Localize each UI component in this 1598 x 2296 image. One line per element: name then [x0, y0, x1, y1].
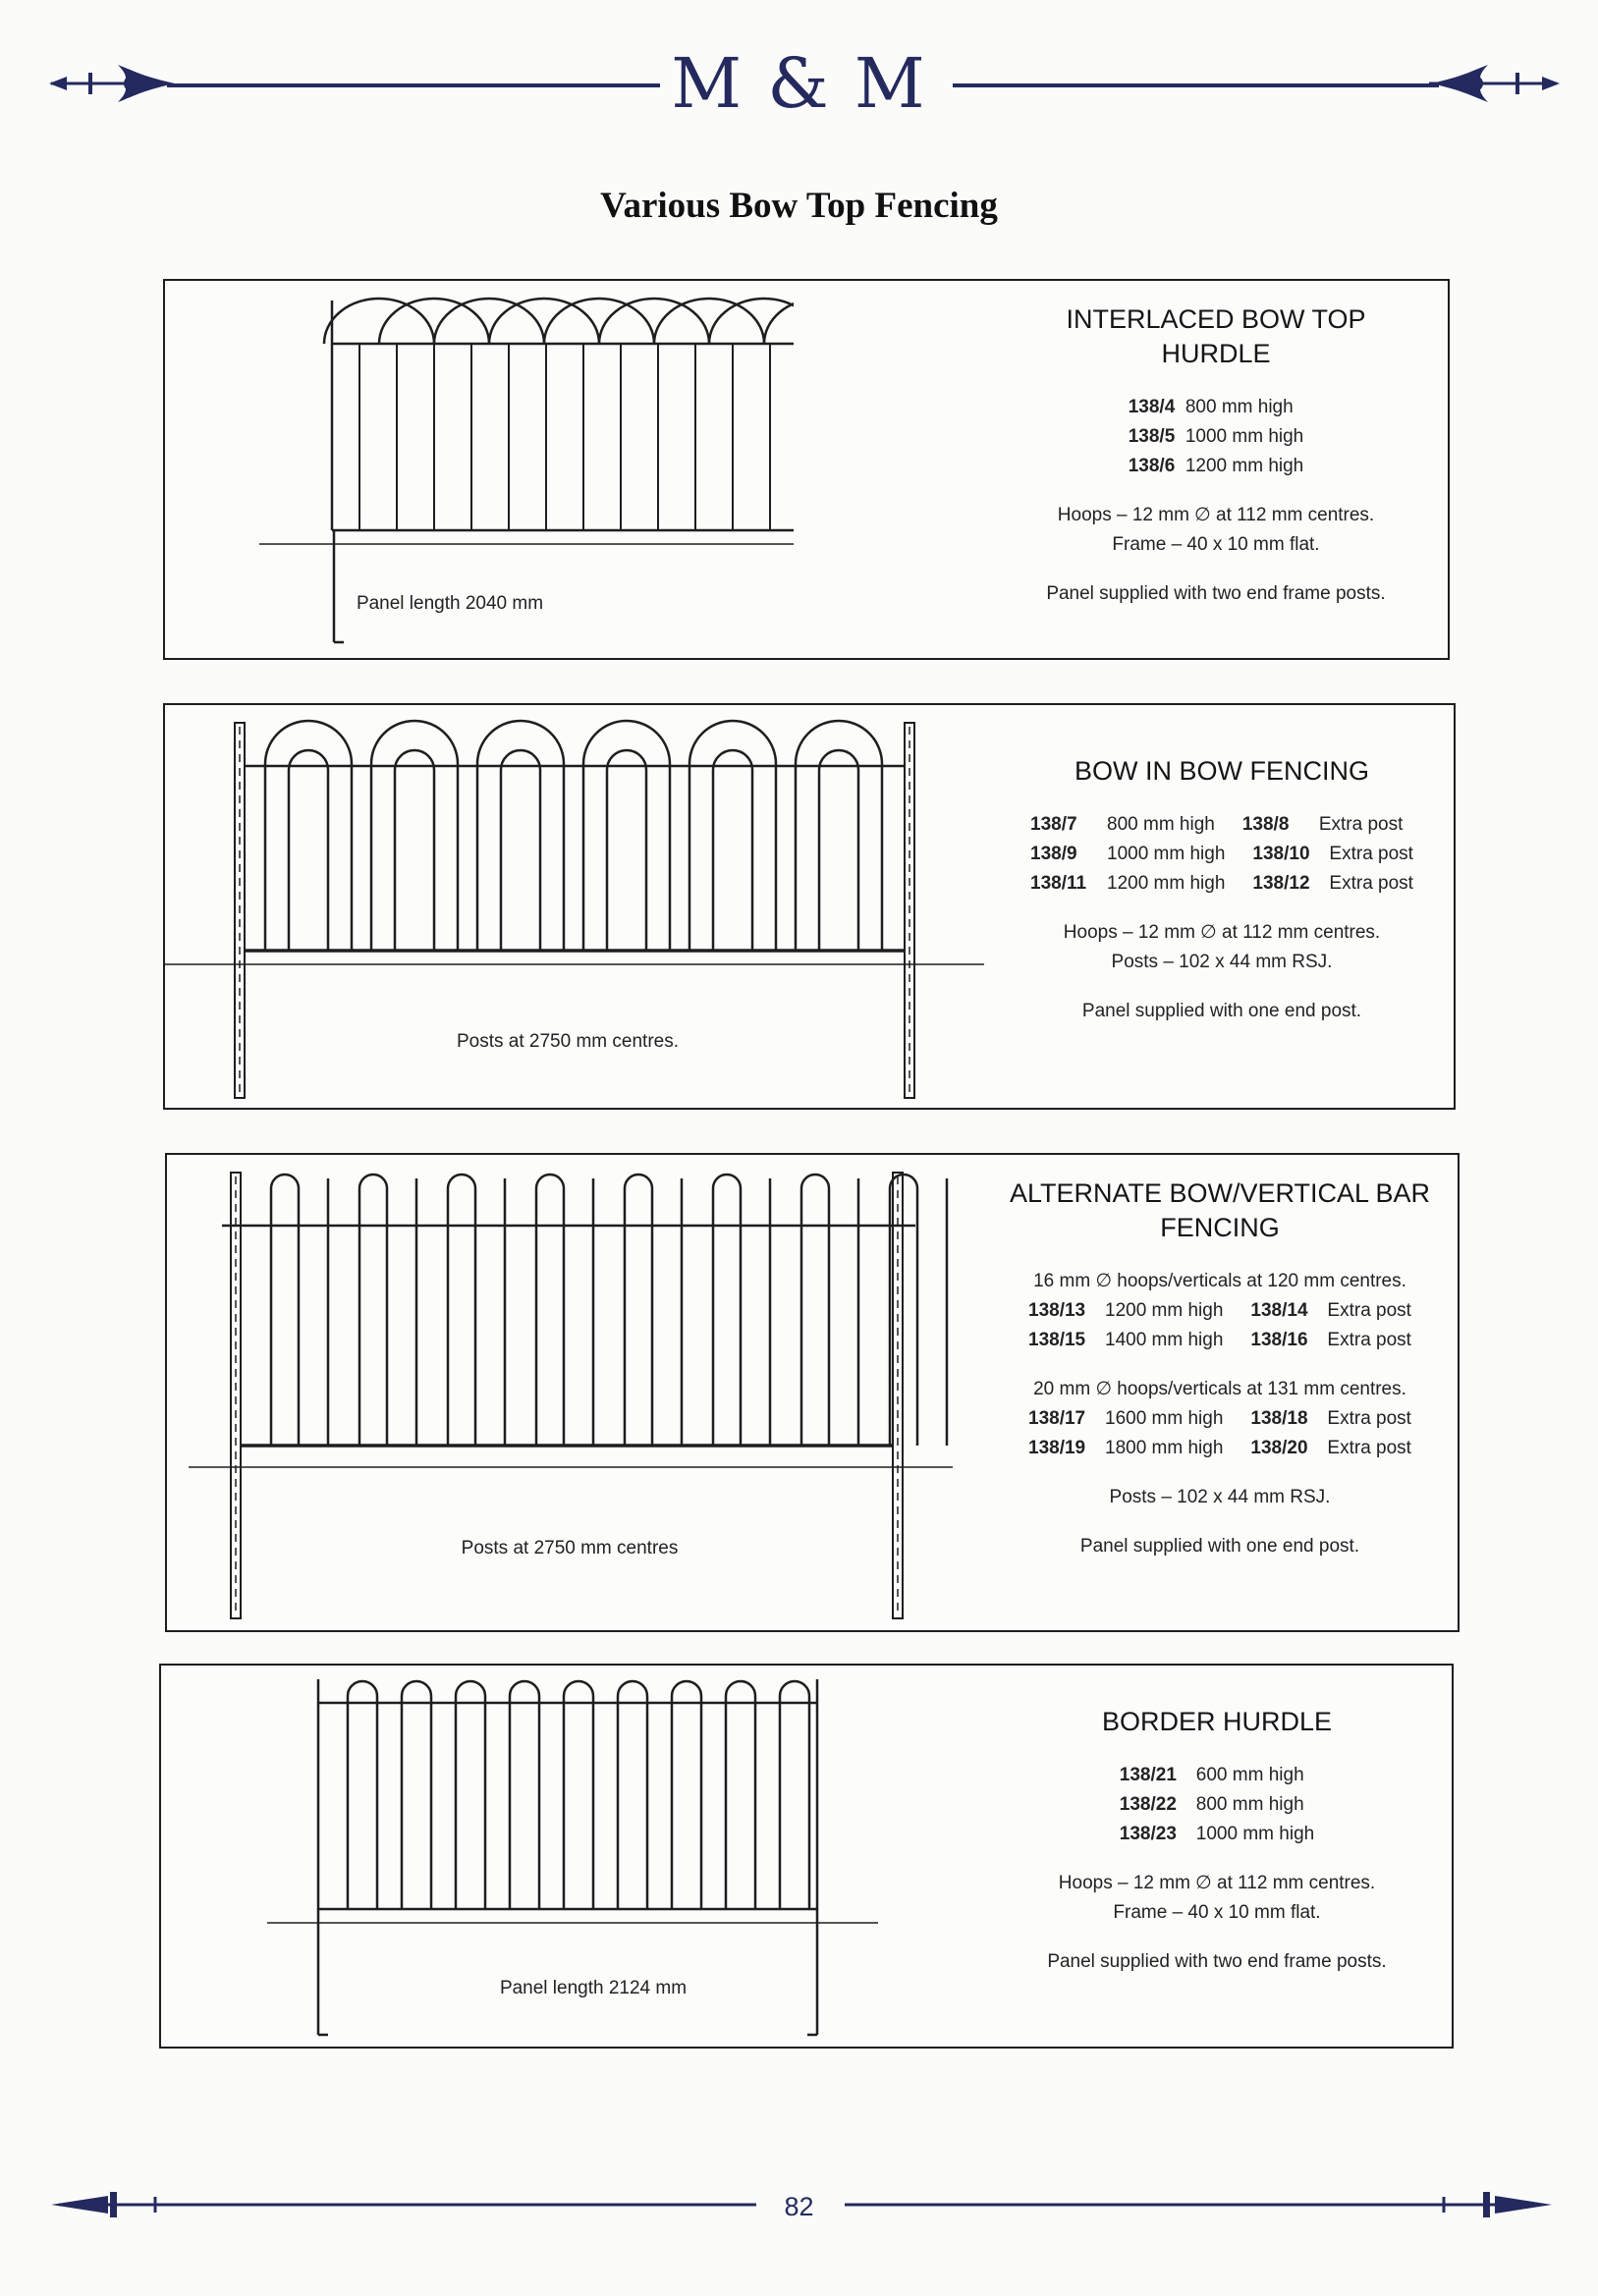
product-info — [1010, 302, 1422, 609]
product-height: 1200 mm high — [1105, 1300, 1224, 1321]
inner-bow — [289, 750, 328, 951]
bow-hoop — [348, 1681, 377, 1909]
bow-hoop — [510, 1681, 539, 1909]
product-codes — [1028, 1296, 1411, 1355]
code-row — [1129, 422, 1304, 452]
bow-hoop — [448, 1175, 475, 1446]
spec-group-1: 16 mm ∅ hoops/verticals at 120 mm centres. — [1033, 1271, 1406, 1291]
product-title: BORDER HURDLE — [1101, 1707, 1333, 1736]
product-code: 138/23 — [1119, 1824, 1177, 1844]
code-row — [1030, 840, 1413, 869]
inner-bow — [819, 750, 858, 951]
spec-hoops: Hoops – 12 mm ∅ at 112 mm centres. — [1057, 505, 1375, 525]
product-height: 600 mm high — [1195, 1765, 1304, 1785]
panel-caption: Panel length 2124 mm — [499, 1978, 688, 1998]
product-height: 1000 mm high — [1107, 844, 1226, 864]
post-code: 138/18 — [1250, 1408, 1308, 1429]
code-row — [1030, 810, 1413, 840]
code-row — [1028, 1296, 1411, 1326]
product-code: 138/19 — [1028, 1438, 1086, 1458]
code-row — [1129, 452, 1304, 481]
product-code: 138/9 — [1030, 844, 1077, 864]
product-height: 1000 mm high — [1195, 1824, 1315, 1844]
product-code: 138/6 — [1128, 456, 1176, 476]
bow-hoop — [456, 1681, 485, 1909]
bow-hoop — [672, 1681, 701, 1909]
product-codes — [1120, 1761, 1314, 1849]
code-row — [1028, 1434, 1411, 1463]
product-height: 1600 mm high — [1105, 1408, 1224, 1429]
spec-block — [1010, 501, 1422, 560]
product-height: 1200 mm high — [1107, 873, 1226, 894]
code-row — [1030, 869, 1413, 899]
brand-logo: M & M — [671, 43, 927, 124]
product-panel-border-hurdle — [159, 1664, 1454, 2049]
product-panel-alternate-bow — [165, 1153, 1460, 1632]
product-code: 138/4 — [1128, 397, 1176, 417]
product-info — [1006, 754, 1438, 1026]
product-height: 800 mm high — [1107, 814, 1215, 835]
spec-group-2: 20 mm ∅ hoops/verticals at 131 mm centres. — [1033, 1379, 1406, 1399]
outer-bow — [796, 721, 882, 951]
spec-block — [1006, 918, 1438, 977]
product-info — [1004, 1176, 1436, 1561]
bow-hoop — [801, 1175, 829, 1446]
product-code: 138/17 — [1028, 1408, 1086, 1429]
product-height: 1200 mm high — [1185, 456, 1304, 476]
spec-hoops: Hoops – 12 mm ∅ at 112 mm centres. — [1063, 922, 1381, 943]
supply-note: Panel supplied with one end post. — [1081, 1001, 1362, 1021]
post-label: Extra post — [1327, 1438, 1411, 1458]
post-label: Extra post — [1327, 1330, 1411, 1350]
product-code: 138/5 — [1128, 426, 1176, 447]
product-panel-interlaced — [163, 279, 1450, 660]
bow-hoop — [271, 1175, 299, 1446]
inner-bow — [395, 750, 434, 951]
product-code: 138/22 — [1119, 1794, 1177, 1815]
outer-bow — [371, 721, 458, 951]
code-row — [1120, 1820, 1314, 1849]
panel-caption: Posts at 2750 mm centres — [461, 1538, 679, 1558]
product-codes — [1129, 393, 1304, 481]
post-label: Extra post — [1318, 814, 1404, 835]
product-code: 138/15 — [1028, 1330, 1086, 1350]
code-row — [1028, 1404, 1411, 1434]
product-code: 138/7 — [1030, 814, 1077, 835]
product-height: 800 mm high — [1185, 397, 1294, 417]
spec-posts: Posts – 102 x 44 mm RSJ. — [1111, 952, 1333, 972]
spec-hoops: Hoops – 12 mm ∅ at 112 mm centres. — [1058, 1873, 1376, 1893]
supply-note: Panel supplied with one end post. — [1079, 1536, 1360, 1557]
supply-note: Panel supplied with two end frame posts. — [1047, 1951, 1387, 1972]
panel-caption: Posts at 2750 mm centres. — [457, 1031, 679, 1052]
supply-note: Panel supplied with two end frame posts. — [1046, 583, 1386, 604]
bow-hoop — [780, 1681, 809, 1909]
post-label: Extra post — [1329, 873, 1413, 894]
bow-hoop — [359, 1175, 387, 1446]
post-label: Extra post — [1329, 844, 1413, 864]
bow-hoop — [564, 1681, 593, 1909]
code-row — [1120, 1790, 1314, 1820]
inner-bow — [501, 750, 540, 951]
post-label: Extra post — [1327, 1300, 1411, 1321]
product-code: 138/21 — [1119, 1765, 1177, 1785]
product-panel-bow-in-bow — [163, 703, 1456, 1110]
interlaced-bow — [764, 299, 794, 344]
product-height: 1400 mm high — [1105, 1330, 1224, 1350]
product-height: 800 mm high — [1195, 1794, 1304, 1815]
product-code: 138/11 — [1030, 873, 1087, 894]
product-code: 138/13 — [1028, 1300, 1086, 1321]
product-height: 1800 mm high — [1105, 1438, 1224, 1458]
outer-bow — [265, 721, 352, 951]
bow-hoop — [402, 1681, 431, 1909]
spec-frame: Frame – 40 x 10 mm flat. — [1113, 1902, 1321, 1923]
product-info — [1006, 1705, 1428, 1977]
post-code: 138/10 — [1252, 844, 1310, 864]
outer-bow — [689, 721, 776, 951]
page-title: Various Bow Top Fencing — [600, 186, 998, 226]
product-title: BOW IN BOW FENCING — [1075, 756, 1369, 786]
page-number: 82 — [784, 2192, 814, 2221]
post-code: 138/16 — [1250, 1330, 1308, 1350]
interlaced-bow — [709, 299, 794, 344]
code-row — [1028, 1326, 1411, 1355]
spec-block — [1006, 1869, 1428, 1928]
bow-hoop — [618, 1681, 647, 1909]
inner-bow — [713, 750, 752, 951]
product-height: 1000 mm high — [1185, 426, 1304, 447]
bow-hoop — [713, 1175, 741, 1446]
outer-bow — [583, 721, 670, 951]
post-code: 138/8 — [1241, 814, 1290, 835]
spec-posts: Posts – 102 x 44 mm RSJ. — [1109, 1487, 1331, 1507]
post-label: Extra post — [1327, 1408, 1411, 1429]
bow-hoop — [625, 1175, 652, 1446]
post-code: 138/12 — [1252, 873, 1310, 894]
product-title: ALTERNATE BOW/VERTICAL BAR FENCING — [1009, 1178, 1431, 1242]
product-title: INTERLACED BOW TOP HURDLE — [1066, 304, 1366, 368]
bow-hoop — [536, 1175, 564, 1446]
panel-caption: Panel length 2040 mm — [356, 593, 544, 614]
inner-bow — [607, 750, 646, 951]
code-row — [1129, 393, 1304, 422]
post-code: 138/14 — [1250, 1300, 1308, 1321]
bow-hoop — [726, 1681, 755, 1909]
code-row — [1120, 1761, 1314, 1790]
post-code: 138/20 — [1250, 1438, 1308, 1458]
product-codes — [1030, 810, 1413, 899]
outer-bow — [477, 721, 564, 951]
product-codes — [1028, 1404, 1411, 1463]
spec-frame: Frame – 40 x 10 mm flat. — [1112, 534, 1320, 555]
